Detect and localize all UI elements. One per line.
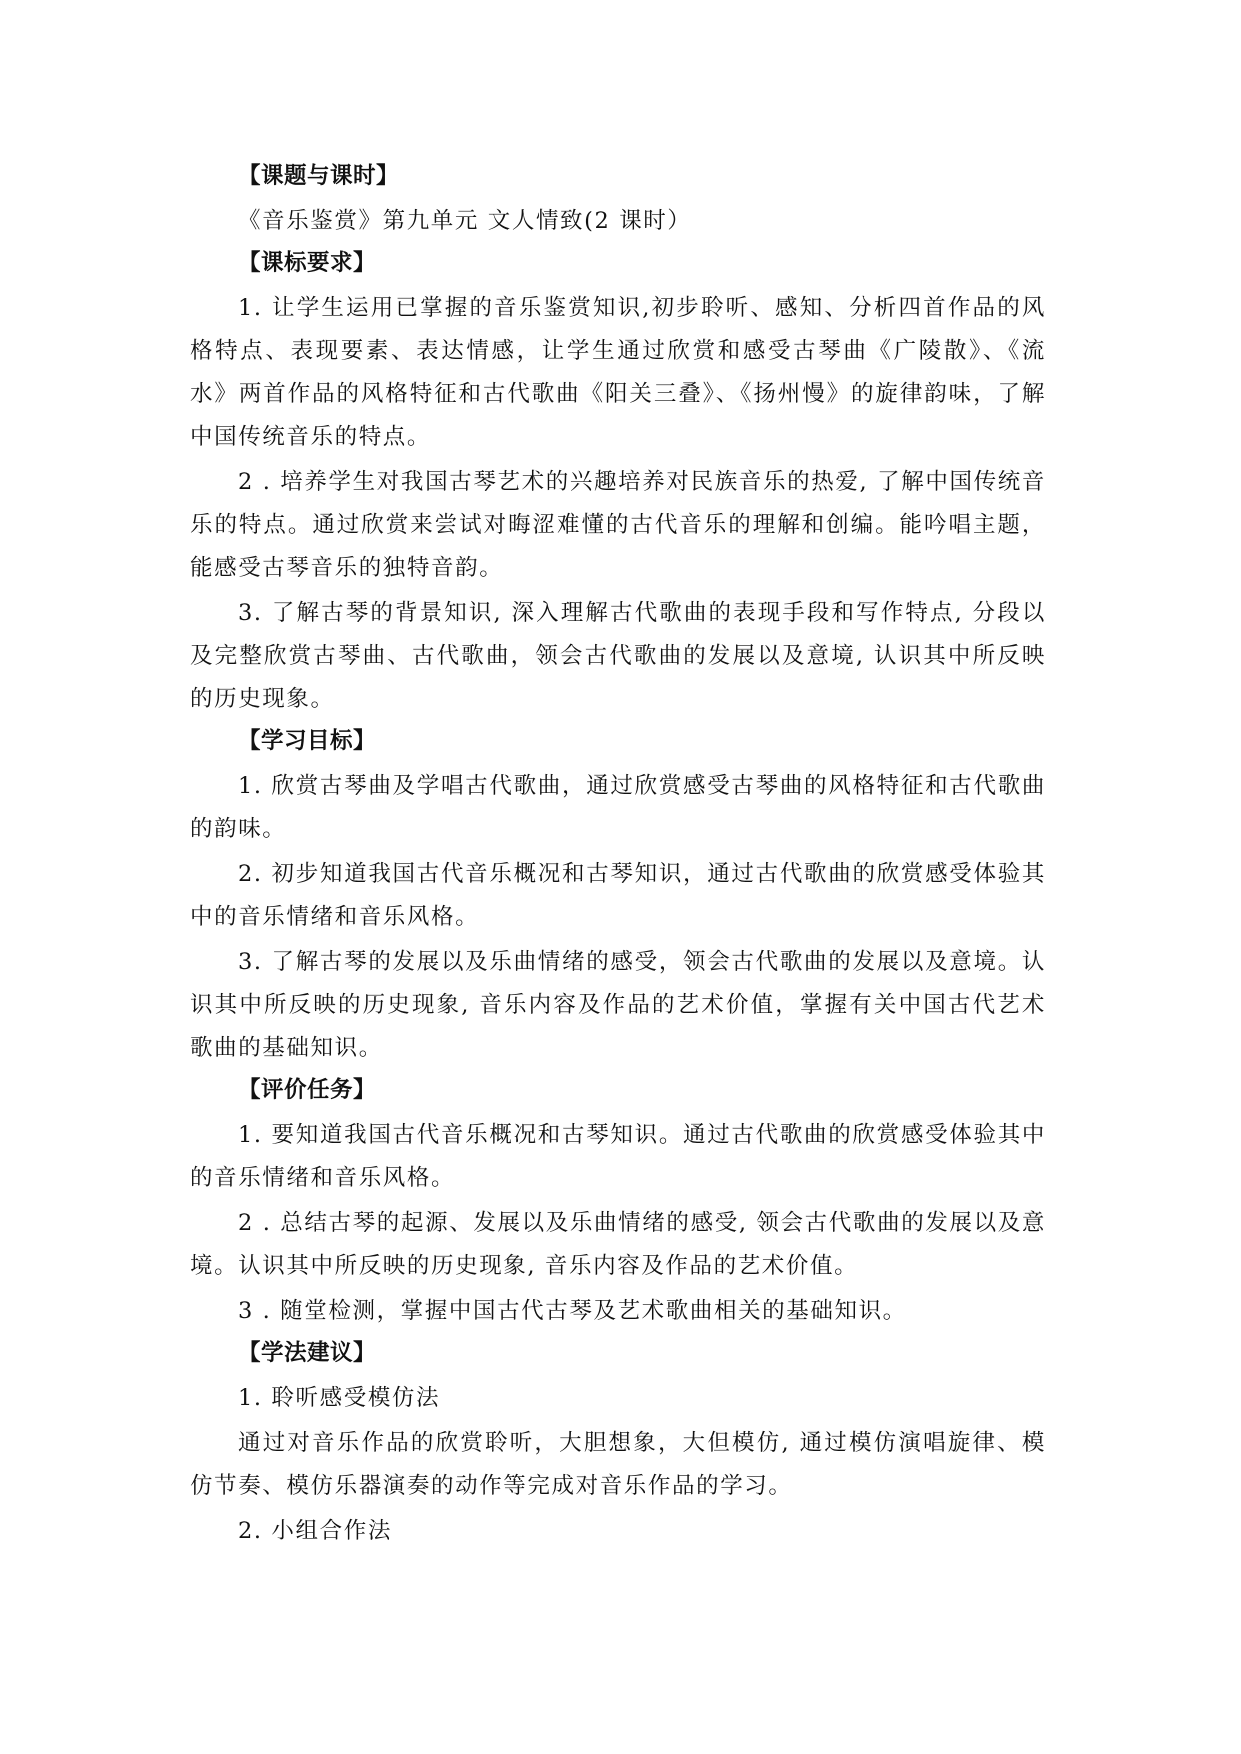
objectives-item-1: 1. 欣赏古琴曲及学唱古代歌曲，通过欣赏感受古琴曲的风格特征和古代歌曲的韵味。 <box>190 773 1046 842</box>
document-body <box>190 158 1046 1555</box>
section-heading-topic: 【课题与课时】 <box>238 163 400 189</box>
standards-item-3: 3. 了解古琴的背景知识, 深入理解古代歌曲的表现手段和写作特点, 分段以及完整欣赏古琴曲、古代歌曲，领会古代歌曲的发展以及意境, 认识其中所反映的历史现象。 <box>190 600 1046 712</box>
standards-item-2: 2 . 培养学生对我国古琴艺术的兴趣培养对民族音乐的热爱, 了解中国传统音乐的特点。通过欣赏来尝试对晦涩难懂的古代音乐的理解和创编。能吟唱主题，能感受古琴音乐的独特音韵。 <box>190 469 1046 581</box>
method-1-text: 通过对音乐作品的欣赏聆听，大胆想象，大但模仿, 通过模仿演唱旋律、模仿节奏、模仿乐器演奏的动作等完成对音乐作品的学习。 <box>190 1430 1046 1499</box>
assessment-item-3: 3 . 随堂检测，掌握中国古代古琴及艺术歌曲相关的基础知识。 <box>238 1298 907 1324</box>
objectives-item-2: 2. 初步知道我国古代音乐概况和古琴知识，通过古代歌曲的欣赏感受体验其中的音乐情绪和音乐风格。 <box>190 861 1046 930</box>
section-heading-methods: 【学法建议】 <box>238 1340 377 1366</box>
section-heading-assessment: 【评价任务】 <box>238 1077 377 1103</box>
assessment-item-1: 1. 要知道我国古代音乐概况和古琴知识。通过古代歌曲的欣赏感受体验其中的音乐情绪和音乐风格。 <box>190 1122 1046 1191</box>
method-2-title: 2. 小组合作法 <box>238 1518 392 1544</box>
assessment-item-2: 2 . 总结古琴的起源、发展以及乐曲情绪的感受, 领会古代歌曲的发展以及意境。认识其中所反映的历史现象, 音乐内容及作品的艺术价值。 <box>190 1210 1046 1279</box>
method-1-title: 1. 聆听感受模仿法 <box>238 1385 441 1411</box>
section-heading-standards: 【课标要求】 <box>238 250 377 276</box>
standards-item-1: 1. 让学生运用已掌握的音乐鉴赏知识,初步聆听、感知、分析四首作品的风格特点、表现要素、表达情感，让学生通过欣赏和感受古琴曲《广陵散》、《流水》两首作品的风格特征和古代歌曲《阳关三叠》、《扬州慢》的旋律韵味，了解中国传统音乐的特点。 <box>190 295 1046 450</box>
topic-line: 《音乐鉴赏》第九单元 文人情致(2 课时） <box>238 208 692 234</box>
section-heading-objectives: 【学习目标】 <box>238 728 377 754</box>
objectives-item-3: 3. 了解古琴的发展以及乐曲情绪的感受，领会古代歌曲的发展以及意境。认识其中所反映的历史现象, 音乐内容及作品的艺术价值，掌握有关中国古代艺术歌曲的基础知识。 <box>190 949 1046 1061</box>
